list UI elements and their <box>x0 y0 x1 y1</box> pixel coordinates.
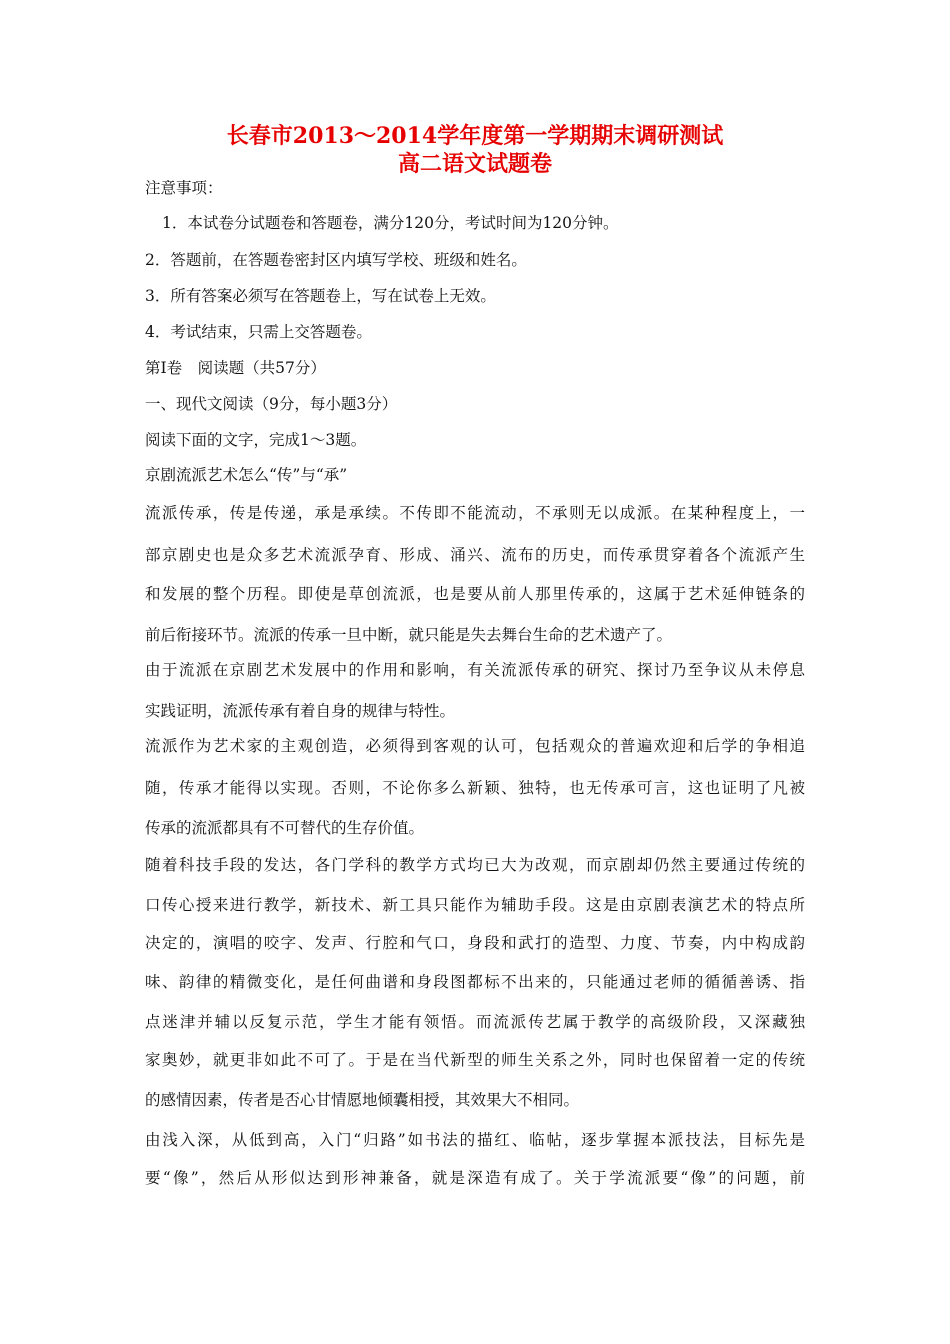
article-line: 由浅入深，从低到高，入门“归路”如书法的描红、临帖，逐步掌握本派技法，目标先是 <box>145 1131 805 1149</box>
article-line: 点迷津并辅以反复示范，学生才能有领悟。而流派传艺属于教学的高级阶段，又深藏独 <box>145 1013 805 1031</box>
article-line: 由于流派在京剧艺术发展中的作用和影响，有关流派传承的研究、探讨乃至争议从未停息 <box>145 661 805 679</box>
article-line: 决定的，演唱的咬字、发声、行腔和气口，身段和武打的造型、力度、节奏，内中构成韵 <box>145 934 805 952</box>
exam-subtitle: 高二语文试题卷 <box>397 151 552 177</box>
article-line: 和发展的整个历程。即使是草创流派，也是要从前人那里传承的，这属于艺术延伸链条的 <box>145 585 805 603</box>
notice-item-1: 1．本试卷分试题卷和答题卷，满分120分，考试时间为120分钟。 <box>162 214 619 232</box>
article-line: 口传心授来进行教学，新技术、新工具只能作为辅助手段。这是由京剧表演艺术的特点所 <box>145 896 805 914</box>
section-part-heading: 第Ⅰ卷 阅读题（共57分） <box>145 359 326 377</box>
section-instruction: 阅读下面的文字，完成1～3题。 <box>145 431 367 449</box>
notice-item-2: 2．答题前，在答题卷密封区内填写学校、班级和姓名。 <box>145 251 527 269</box>
article-line: 流派作为艺术家的主观创造，必须得到客观的认可，包括观众的普遍欢迎和后学的争相追 <box>145 737 805 755</box>
article-title: 京剧流派艺术怎么“传”与“承” <box>145 466 348 484</box>
article-line: 要“像”，然后从形似达到形神兼备，就是深造有成了。关于学流派要“像”的问题，前 <box>145 1169 805 1187</box>
exam-title: 长春市2013～2014学年度第一学期期末调研测试 <box>226 123 724 149</box>
article-line: 流派传承，传是传递，承是承续。不传即不能流动，不承则无以成派。在某种程度上，一 <box>145 504 805 522</box>
article-line: 的感情因素，传者是否心甘情愿地倾囊相授，其效果大不相同。 <box>145 1091 580 1109</box>
article-line: 前后衔接环节。流派的传承一旦中断，就只能是失去舞台生命的艺术遗产了。 <box>145 626 673 644</box>
notice-item-3: 3．所有答案必须写在答题卷上，写在试卷上无效。 <box>145 287 496 305</box>
notice-item-4: 4．考试结束，只需上交答题卷。 <box>145 323 372 341</box>
article-line: 部京剧史也是众多艺术流派孕育、形成、涌兴、流布的历史，而传承贯穿着各个流派产生 <box>145 546 805 564</box>
article-line: 随着科技手段的发达，各门学科的教学方式均已大为改观，而京剧却仍然主要通过传统的 <box>145 856 805 874</box>
article-line: 家奥妙，就更非如此不可了。于是在当代新型的师生关系之外，同时也保留着一定的传统 <box>145 1051 805 1069</box>
article-line: 随，传承才能得以实现。否则，不论你多么新颖、独特，也无传承可言，这也证明了凡被 <box>145 779 805 797</box>
article-line: 味、韵律的精微变化，是任何曲谱和身段图都标不出来的，只能通过老师的循循善诱、指 <box>145 973 805 991</box>
article-line: 实践证明，流派传承有着自身的规律与特性。 <box>145 702 456 720</box>
article-line: 传承的流派都具有不可替代的生存价值。 <box>145 819 425 837</box>
notice-heading: 注意事项： <box>145 179 223 197</box>
section-sub-heading: 一、现代文阅读（9分，每小题3分） <box>145 395 398 413</box>
